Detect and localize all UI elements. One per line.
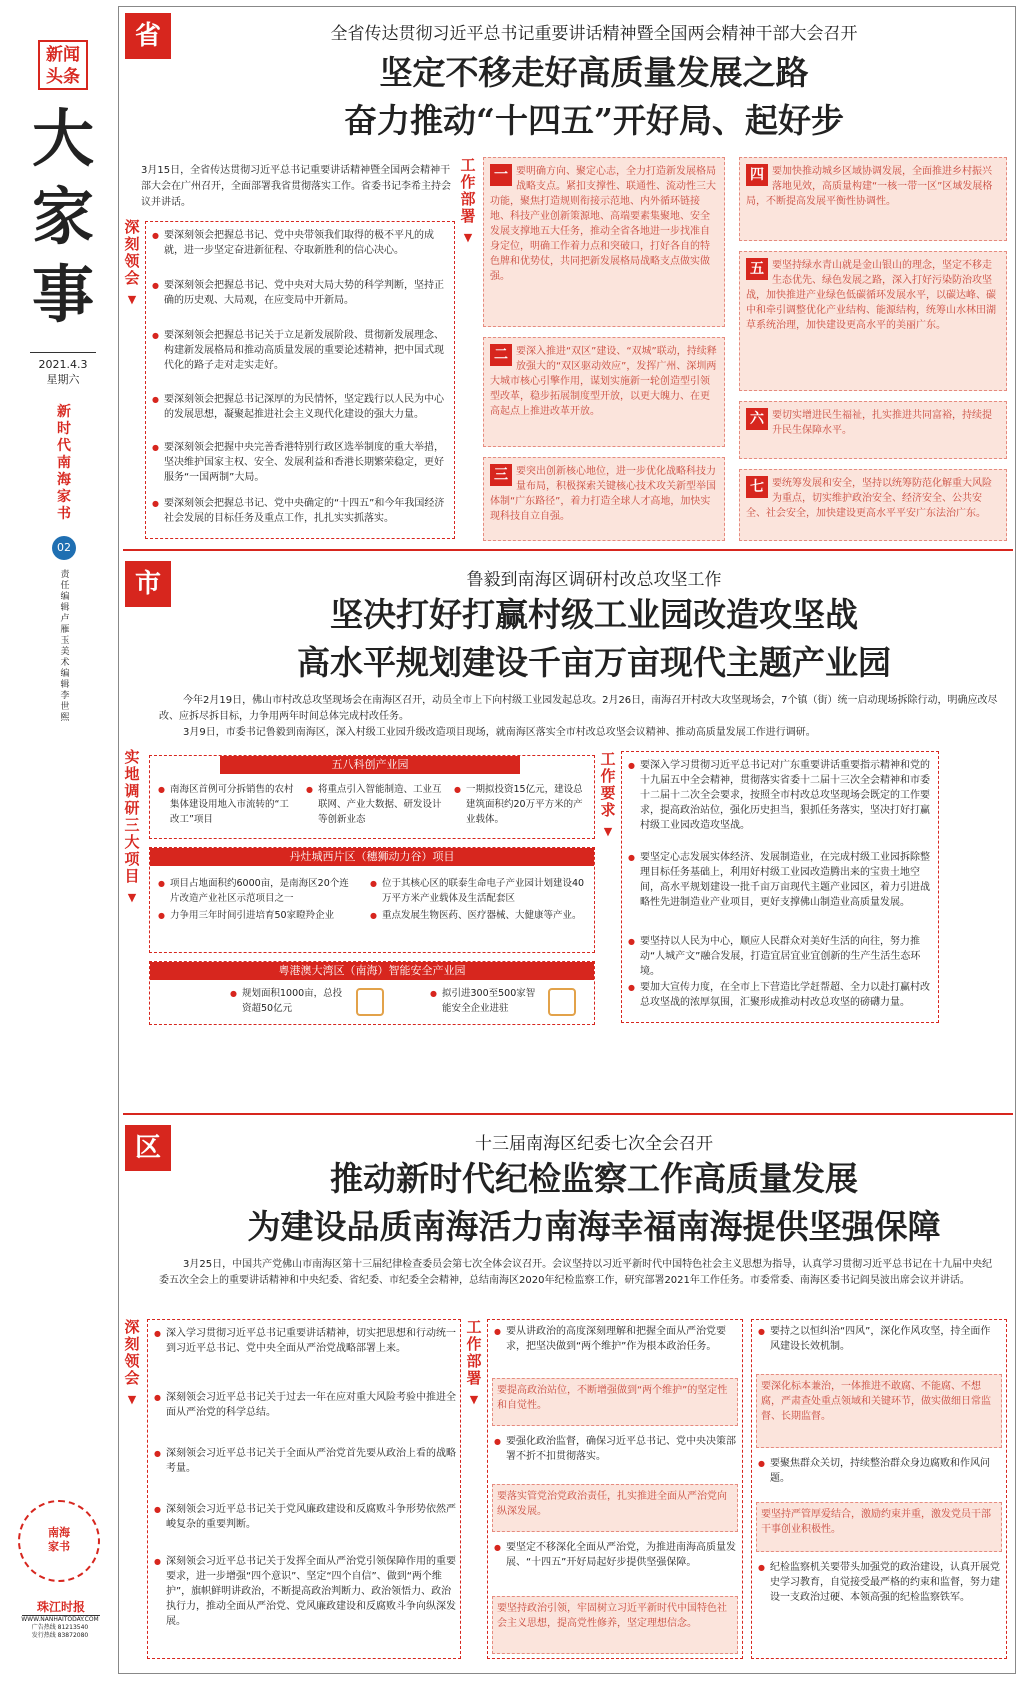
arrow-down-icon: ▼ [127,1393,137,1406]
list-item: ● 要深刻领会把握总书记、党中央对大局大势的科学判断，坚持正确的历史观、大局观，在应变局中开新局。 [150,278,450,328]
label-work-plan: 工作部署 ▼ [466,1318,482,1406]
list-item: ● 深刻领会习近平总书记关于发挥全面从严治党引领保障作用的重要要求，进一步增强“四个意识”、坚定“四个自信”、做到“两个维护”，旗帜鲜明讲政治，不断提高政治判断力、政治领悟力、政治执行力，推动全面从严治党、党风廉政建设和反腐败斗争向纵深发展。 [152,1554,456,1650]
arrow-down-icon: ▼ [463,231,473,244]
lead-paragraph-1: 今年2月19日，佛山市村改总攻坚现场会在南海区召开，动员全市上下向村级工业园发起总攻。2月26日，南海召开村改大攻坚现场会，7个镇（街）统一启动现场拆除行动，明确应改尽改、应拆尽拆目标，力争用两年时间总体完成村改任务。 [159,695,998,722]
kicker: 全省传达贯彻习近平总书记重要讲话精神暨全国两会精神干部大会召开 [330,24,858,44]
project-card-3 [149,961,595,1025]
list-item: ● 要深入学习贯彻习近平总书记对广东重要讲话重要指示精神和党的十九届五中全会精神，贯彻落实省委十二届十三次全会精神和市委十二届十二次全会要求，按照全市村改总攻坚现场会既定的工作要求，提高政治站位，强化历史担当，狠抓任务落实，坚决打好打赢村级工业园改造攻坚战。 [626,758,934,850]
plan-item: ● 要强化政治监督，确保习近平总书记、党中央决策部署不折不扣贯彻落实。 [492,1434,736,1478]
plan-list-middle [487,1319,743,1659]
project-fact: ● 将重点引入智能制造、工业互联网、产业大数据、研发设计等创新业态 [306,782,446,827]
plan-item-2: 二 要深入推进“双区”建设、“双城”联动，持续释放强大的“双区驱动效应”，发挥广州、深圳两大城市核心引擎作用，谋划实施新一轮创造型引领型改革，稳步拓展制度型开放，以更大魄力、在更高起点上推进改革开放。 [483,337,725,447]
requirements-list [621,751,939,1023]
plan-item-4: 四 要加快推动城乡区域协调发展，全面推进乡村振兴落地见效，高质量构建“一核一带一区”区域发展格局，不断提高发展平衡性协调性。 [739,157,1007,241]
list-item: ● 要加大宣传力度，在全市上下营造比学赶帮超、全力以赴打赢村改总攻坚战的浓厚氛围，汇聚形成推动村改总攻坚的磅礴力量。 [626,980,934,1016]
project-title: 粤港澳大湾区（南海）智能安全产业园 [150,962,594,980]
list-item: ● 要深刻领会把握总书记、党中央确定的“十四五”和今年我国经济社会发展的目标任务及重点工作，扎扎实实抓落实。 [150,496,450,536]
plan-item: ● 要持之以恒纠治“四风”，深化作风攻坚，持全面作风建设长效机制。 [756,1324,1000,1368]
plan-item-5: 五 要坚持绿水青山就是金山银山的理念，坚定不移走生态优先、绿色发展之路，深入打好污染防治攻坚战，加快推进产业绿色低碳循环发展水平，以碳达峰、碳中和牵引调整优化产业结构、能源结构，统筹山水林田湖草系统治理，加快建设更高水平的美丽广东。 [739,251,1007,391]
label-work-plan: 工作部署 ▼ [460,156,476,244]
list-item: ● 深入学习贯彻习近平总书记重要讲话精神，切实把思想和行动统一到习近平总书记、党中央全面从严治党战略部署上来。 [152,1326,456,1390]
lead-paragraph: 3月15日，全省传达贯彻习近平总书记重要讲话精神暨全国两会精神干部大会在广州召开，全面部署我省贯彻落实工作。省委书记李希主持会议并讲话。 [141,165,451,208]
page-title: 大家事 [31,102,94,331]
publisher-contact: WWW.NANHAITODAY.COM 广告热线 81213540 发行热线 83872080 [21,1616,99,1639]
label-work-requirements: 工作要求 ▼ [600,750,616,838]
project-fact: ● 位于其核心区的联泰生命电子产业园计划建设40万平方米产业载体及生活配套区 [370,876,590,906]
plan-item: ● 纪检监察机关要带头加强党的政治建设，认真开展党史学习教育，自觉接受最严格的约束和监督，努力建设一支政治过硬、本领高强的纪检监察铁军。 [756,1560,1000,1654]
masthead-column [0,0,118,1681]
arrow-down-icon: ▼ [603,825,613,838]
plan-item: ● 要从讲政治的高度深刻理解和把握全面从严治党要求，把坚决做到“两个维护”作为根本政治任务。 [492,1324,736,1372]
kicker: 十三届南海区纪委七次全会召开 [475,1134,713,1154]
list-item: ● 要深刻领会把握中央完善香港特别行政区选举制度的重大举措，坚决维护国家主权、安全、发展利益和香港长期繁荣稳定，更好服务“一国两制”大局。 [150,440,450,496]
column-slogan: 新时代南海家书 [57,404,71,522]
list-item: ● 要坚定心志发展实体经济、发展制造业，在完成村级工业园拆除整理目标任务基础上，利用好村级工业园改造腾出来的宝贵土地空间，高水平规划建设一批千亩万亩现代主题产业园区，着力引进战略性先进制造业产业项目，更好支撑佛山制造业高质量发展。 [626,850,934,934]
headline-line1: 坚定不移走好高质量发展之路 [379,53,809,92]
qr-label: 南海 家书 [48,1526,70,1553]
project-fact: ● 重点发展生物医药、医疗器械、大健康等产业。 [370,908,590,923]
headline-line1: 推动新时代纪检监察工作高质量发展 [330,1159,858,1198]
section-tag: 市 [125,561,171,607]
lead-paragraph: 3月25日，中国共产党佛山市南海区第十三届纪律检查委员会第七次全体会议召开。会议坚持以习近平新时代中国特色社会主义思想为指导，认真学习贯彻习近平总书记在十九届中央纪委五次全会上的重要讲话精神和中央纪委、省纪委、市纪委全会精神，总结南海区2020年纪检监察工作，研究部署2021年工作任务。市委常委、南海区委书记阎昊波出席会议并讲话。 [159,1259,993,1286]
headline-line2: 为建设品质南海活力南海幸福南海提供坚强保障 [247,1207,941,1246]
label-field-research: 实地调研三大项目 ▼ [124,748,140,904]
list-item: ● 深刻领会习近平总书记关于全面从严治党首先要从政治上看的战略考量。 [152,1446,456,1502]
plan-item-7: 七 要统筹发展和安全，坚持以统筹防范化解重大风险为重点，切实维护政治安全、经济安全、公共安全、社会安全，加快建设更高水平平安广东法治广东。 [739,469,1007,541]
arrow-down-icon: ▼ [127,891,137,904]
plan-list-right [751,1319,1007,1659]
section-divider [123,1113,1013,1115]
headline-line2: 高水平规划建设千亩万亩现代主题产业园 [297,643,891,682]
list-item: ● 深刻领会习近平总书记关于过去一年在应对重大风险考验中推进全面从严治党的科学总结。 [152,1390,456,1446]
plan-item-3: 三 要突出创新核心地位，进一步优化战略科技力量布局，积极探索关键核心技术攻关新型举国体制“广东路径”，着力打造全球人才高地，加快实现科技自立自强。 [483,457,725,541]
plan-item-1: 一 要明确方向、聚定心志，全力打造新发展格局战略支点。紧扣支撑性、联通性、流动性三大功能，聚焦打造规则衔接示范地、内外循环链接地、科技产业创新策源地、高端要素集聚地、安全发展支撑地五大任务，推动全省各地进一步找准自身定位，明确工作着力点和突破口，打好各自的特色牌和优势仗，共同把新发展格局战略支点做实做强。 [483,157,725,327]
weekday-text: 星期六 [46,373,80,386]
section-province [119,7,1017,547]
publisher-logo: 珠江时报 [22,1598,100,1616]
plan-item: 要坚持严管厚爱结合，激励约束并重，激发党员干部干事创业积极性。 [756,1502,1002,1552]
label-deep-understanding: 深刻领会 ▼ [124,1318,140,1406]
list-item: ● 要深刻领会把握总书记、党中央带领我们取得的极不平凡的成就，进一步坚定奋进新征程、夺取新胜利的信心决心。 [150,228,450,278]
project-fact: ● 力争用三年时间引进培育50家瞪羚企业 [158,908,358,923]
news-headline-badge: 新闻 头条 [38,40,88,90]
kicker: 鲁毅到南海区调研村改总攻坚工作 [466,570,722,590]
page-frame [118,6,1016,1674]
issue-date [30,352,96,387]
section-district [119,1119,1017,1669]
lead-paragraph-2: 3月9日，市委书记鲁毅到南海区，深入村级工业园升级改造项目现场，就南海区落实全市村改总攻坚会议精神、推动高质量发展工作进行调研。 [183,727,816,738]
qr-code-icon[interactable] [18,1500,100,1582]
plan-item-6: 六 要切实增进民生福祉，扎实推进共同富裕，持续提升民生保障水平。 [739,401,1007,459]
headline-line2: 奋力推动“十四五”开好局、起好步 [344,101,844,140]
date-text: 2021.4.3 [38,358,88,371]
project-fact: ● 规划面积1000亩，总投资超50亿元 [230,986,350,1016]
project-title: 丹灶城西片区（穗狮动力谷）项目 [150,848,594,866]
list-item: ● 要深刻领会把握总书记关于立足新发展阶段、贯彻新发展理念、构建新发展格局和推动高质量发展的重要论述精神，把中国式现代化的路子走对走实走好。 [150,328,450,392]
plan-item: 要提高政治站位，不断增强做到“两个维护”的坚定性和自觉性。 [492,1378,738,1426]
list-item: ● 要深刻领会把握总书记深厚的为民情怀，坚定践行以人民为中心的发展思想，凝聚起推进社会主义现代化建设的强大力量。 [150,392,450,440]
document-pen-icon [548,988,576,1016]
section-city [119,555,1017,1115]
plan-item: 要落实管党治党政治责任，扎实推进全面从严治党向纵深发展。 [492,1484,738,1532]
project-fact: ● 南海区首例可分拆销售的农村集体建设用地入市流转的“工改工”项目 [158,782,298,827]
plan-item: ● 要聚焦群众关切，持续整治群众身边腐败和作风问题。 [756,1456,1000,1496]
section-tag: 区 [125,1125,171,1171]
editor-credits: 责任编辑 卢雁玉 美术编辑 李世熙 [60,570,70,723]
arrow-down-icon: ▼ [469,1393,479,1406]
project-fact: ● 拟引进300至500家智能安全企业进驻 [430,986,540,1016]
project-title: 五八科创产业园 [220,756,520,774]
plan-item: ● 要坚定不移深化全面从严治党，为推进南海高质量发展、“十四五”开好局起好步提供坚强保障。 [492,1540,736,1590]
page-number: 02 [52,536,76,560]
arrow-down-icon: ▼ [127,293,137,306]
list-item: ● 深刻领会习近平总书记关于党风廉政建设和反腐败斗争形势依然严峻复杂的重要判断。 [152,1502,456,1554]
understanding-list [147,1319,461,1659]
project-card-2 [149,847,595,953]
project-fact: ● 一期拟投资15亿元，建设总建筑面积约20万平方米的产业载体。 [454,782,590,827]
list-item: ● 要坚持以人民为中心，顺应人民群众对美好生活的向往，努力推动“人城产文”融合发展，打造宜居宜业宜创新的生产生活生态环境。 [626,934,934,980]
project-card-1 [149,755,595,839]
understanding-list [145,221,455,539]
section-divider [123,549,1013,551]
coins-icon [356,988,384,1016]
section-tag: 省 [125,13,171,59]
headline-line1: 坚决打好打赢村级工业园改造攻坚战 [330,595,858,634]
project-fact: ● 项目占地面积约6000亩，是南海区20个连片改造产业社区示范项目之一 [158,876,358,906]
plan-item: 要坚持政治引领，牢固树立习近平新时代中国特色社会主义思想，提高党性修养，坚定理想信念。 [492,1596,738,1654]
label-deep-understanding: 深刻领会 ▼ [124,218,140,306]
plan-item: 要深化标本兼治，一体推进不敢腐、不能腐、不想腐，严肃查处重点领域和关键环节，做实做细日常监督、长期监督。 [756,1374,1002,1448]
